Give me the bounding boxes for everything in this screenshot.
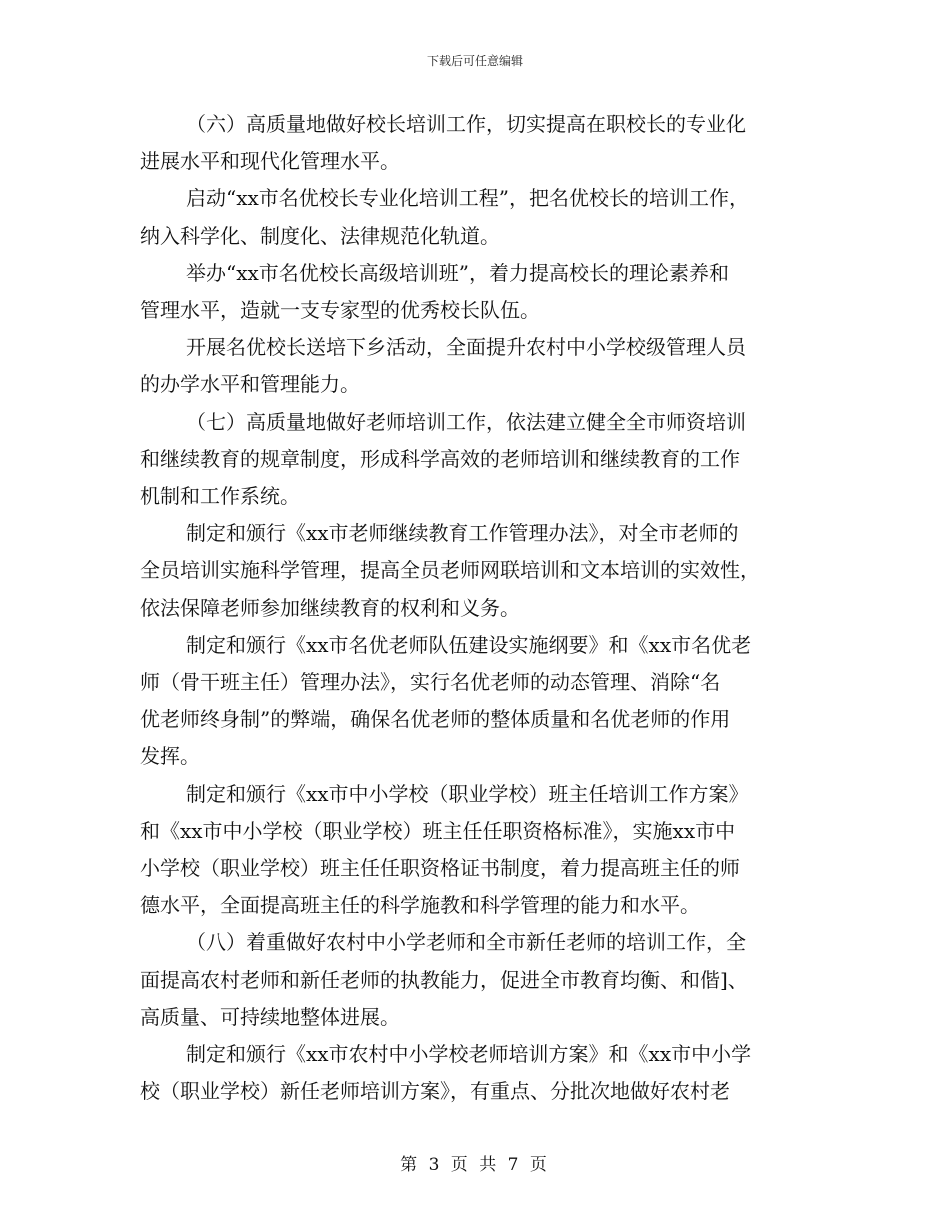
- text-line: 优老师终身制”的弊端，确保名优老师的整体质量和名优老师的作用: [140, 707, 731, 732]
- text-line: 纳入科学化、制度化、法律规范化轨道。: [140, 223, 500, 248]
- page-footer: 第 3 页 共 7 页: [400, 1155, 550, 1175]
- text-line: 制定和颁行《xx市老师继续教育工作管理办法》，对全市老师的: [186, 521, 739, 546]
- text-line: 师（骨干班主任）管理办法》，实行名优老师的动态管理、消除“名: [140, 670, 721, 694]
- text-line: 面提高农村老师和新任老师的执教能力，促进全市教育均衡、和偕]、: [140, 967, 748, 992]
- text-line: 制定和颁行《xx市中小学校（职业学校）班主任培训工作方案》: [186, 781, 749, 806]
- text-line: 启动“xx市名优校长专业化培训工程”，把名优校长的培训工作，: [186, 186, 750, 211]
- text-line: 管理水平，造就一支专家型的优秀校长队伍。: [140, 298, 540, 322]
- text-line: 和继续教育的规章制度，形成科学高效的老师培训和继续教育的工作: [140, 446, 740, 471]
- text-line: 和《xx市中小学校（职业学校）班主任任职资格标准》，实施xx市中: [140, 818, 736, 843]
- text-line: 校（职业学校）新任老师培训方案》，有重点、分批次地做好农村老: [140, 1079, 730, 1104]
- text-line: 举办“xx市名优校长高级培训班”，着力提高校长的理论素养和: [186, 260, 730, 285]
- text-line: 依法保障老师参加继续教育的权利和义务。: [140, 595, 520, 620]
- text-line: 的办学水平和管理能力。: [140, 372, 360, 397]
- text-line: 制定和颁行《xx市名优老师队伍建设实施纲要》和《xx市名优老: [186, 632, 752, 657]
- text-line: 全员培训实施科学管理，提高全员老师网联培训和文本培训的实效性，: [140, 558, 760, 583]
- text-line: （七）高质量地做好老师培训工作，依法建立健全全市师资培训: [186, 409, 746, 434]
- text-line: 制定和颁行《xx市农村中小学校老师培训方案》和《xx市中小学: [186, 1042, 752, 1066]
- text-line: （六）高质量地做好校长培训工作，切实提高在职校长的专业化: [186, 112, 746, 136]
- text-line: 发挥。: [140, 744, 200, 769]
- text-line: 开展名优校长送培下乡活动，全面提升农村中小学校级管理人员: [186, 335, 746, 360]
- text-line: （八）着重做好农村中小学老师和全市新任老师的培训工作，全: [186, 930, 746, 955]
- text-line: 机制和工作系统。: [140, 484, 300, 508]
- text-line: 德水平，全面提高班主任的科学施教和科学管理的能力和水平。: [140, 893, 700, 918]
- page-header: 下载后可任意编辑: [426, 54, 523, 68]
- text-line: 高质量、可持续地整体进展。: [140, 1004, 400, 1029]
- text-line: 进展水平和现代化管理水平。: [140, 149, 400, 174]
- text-line: 小学校（职业学校）班主任任职资格证书制度，着力提高班主任的师: [140, 856, 740, 880]
